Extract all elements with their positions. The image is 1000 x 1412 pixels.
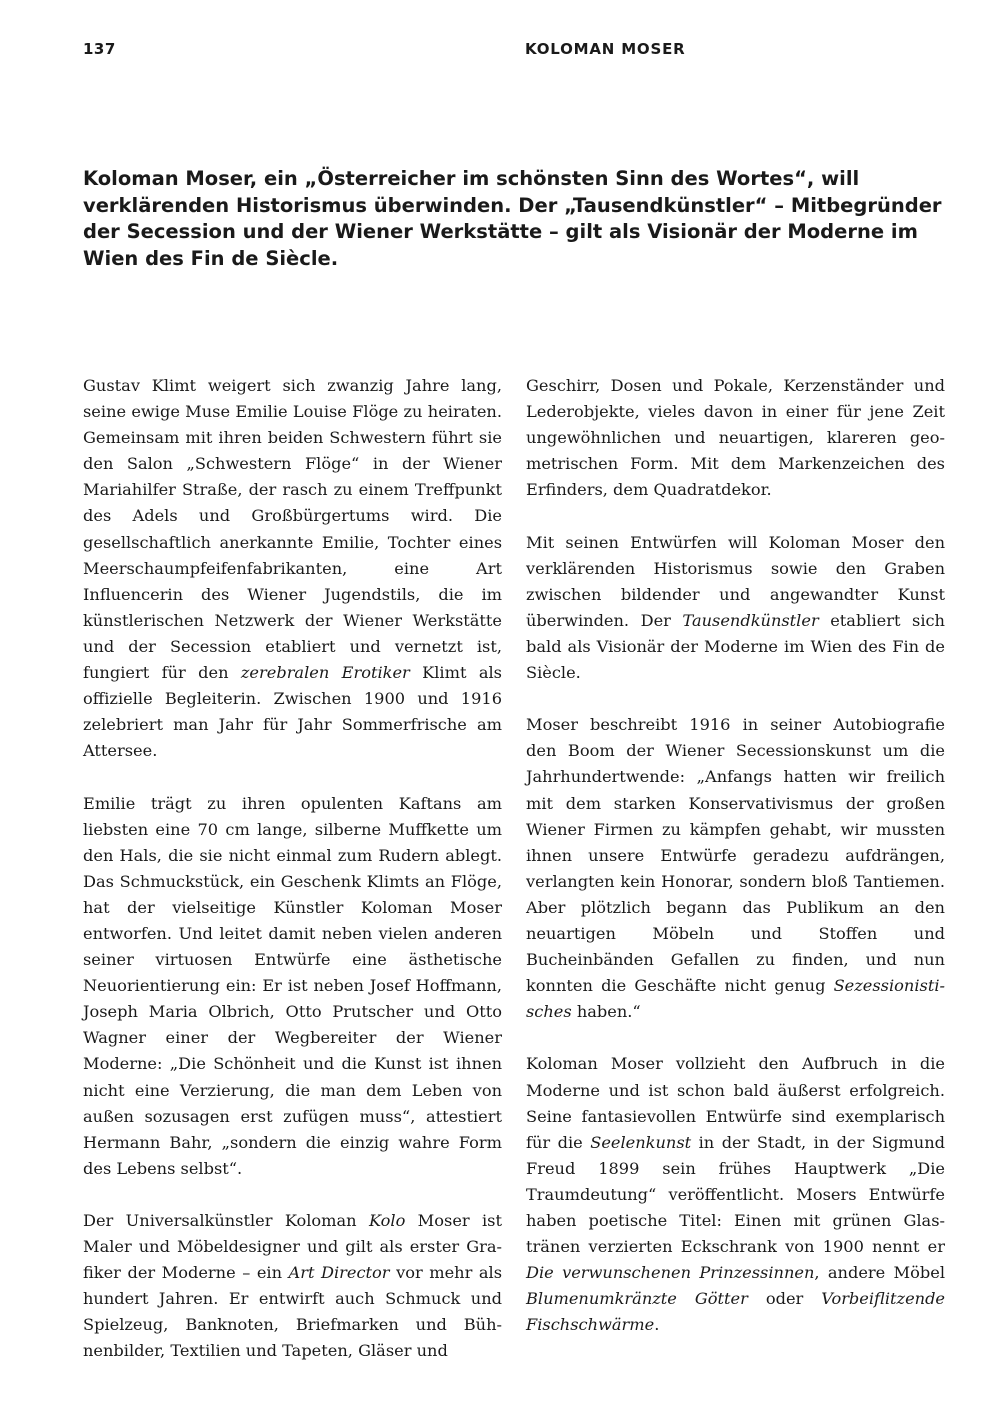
right-paragraph-1: Geschirr, Dosen und Pokale, Kerzenständer und Lederobjekte, vieles davon in einer für jene Zeit ungewöhnlichen und neuartigen, klareren geometrischen Form. Mit dem Markenzeichen des Erfinders, dem Quadratdekor. bbox=[526, 376, 945, 500]
left-paragraph-2: Emilie trägt zu ihren opulenten Kaftans am liebsten eine 70 cm lange, silberne Muffkette um den Hals, die sie nicht einmal zum Rudern ablegt. Das Schmuckstück, ein Geschenk Klimts an Flöge, hat der vielseitige Künstler Koloman Moser entworfen. Und leitet damit neben vielen anderen seiner virtuosen Entwürfe eine ästhetische Neuorientierung ein: Er ist neben Josef Hoffmann, Joseph Maria Olbrich, Otto Prutscher und Otto Wagner einer der Wegbereiter der Wiener Moderne: „Die Schönheit und die Kunst ist ihnen nicht eine Verzierung, die man dem Leben von außen sozusagen erst zufügen muss“, attestiert Hermann Bahr, „sondern die einzig wahre Form des Lebens selbst“. bbox=[83, 793, 502, 1178]
right-paragraph-3 bbox=[526, 712, 945, 1025]
right-column bbox=[526, 373, 945, 1338]
text-run: haben.“ bbox=[571, 1002, 641, 1022]
italic-run: Vorbeiflitzende Fischschwärme bbox=[526, 1289, 946, 1335]
left-column bbox=[83, 373, 502, 1365]
italic-run: Die verwunschenen Prinzessinnen bbox=[526, 1263, 815, 1283]
italic-run: Tausendkünstler bbox=[682, 610, 819, 630]
text-run: in der Stadt, in der Sigmund Freud 1899 sein frühes Hauptwerk „Die Traumdeutung“ veröffentlicht. Mosers Entwürfe haben poetische Titel: Einen mit grünen Glastränen verzierten Eckschrank von 1900 nennt er bbox=[526, 1132, 945, 1257]
italic-run: Seelenkunst bbox=[590, 1132, 692, 1152]
text-run: Mit seinen Entwürfen will Koloman Moser den verklärenden Historismus sowie den Graben zwischen bildender und angewandter Kunst überwinden. Der bbox=[526, 532, 945, 630]
text-run: etabliert sich bald als Visionär der Moderne im Wien des Fin de Siècle. bbox=[526, 610, 945, 683]
running-title: KOLOMAN MOSER bbox=[525, 40, 686, 58]
italic-run: Sezessionistisches bbox=[526, 976, 945, 1022]
italic-run: Blumenumkränzte Götter bbox=[526, 1289, 748, 1309]
page-number: 137 bbox=[83, 40, 116, 58]
left-paragraph-1 bbox=[83, 373, 502, 764]
text-run: Gustav Klimt weigert sich zwanzig Jahre lang, seine ewige Muse Emilie Louise Flöge zu heiraten. Gemeinsam mit ihren beiden Schwestern führt sie den Salon „Schwestern Flöge“ in der Wiener Mariahilfer Straße, der rasch zu einem Treffpunkt des Adels und Großbürgertums wird. Die gesellschaftlich anerkannte Emilie, Tochter eines Meerschaumpfeifenfabrikanten, eine Art Influencerin des Wiener Jugendstils, die im künstlerischen Netzwerk der Wiener Werkstätte und der Secession etabliert und vernetzt ist, fungiert für den bbox=[83, 376, 502, 683]
text-run: Koloman Moser vollzieht den Aufbruch in die Moderne und ist schon bald äußerst erfolgreich. Seine fantasievollen Entwürfe sind exemplarisch für die bbox=[526, 1054, 945, 1152]
text-run: Moser beschreibt 1916 in seiner Autobiografie den Boom der Wiener Secessionskunst um die Jahrhundertwende: „Anfangs hatten wir freilich mit dem starken Konservativismus der großen Wiener Firmen zu kämpfen gehabt, wir mussten ihnen unsere Entwürfe geradezu aufdrängen, verlangten kein Honorar, sondern bloß Tantiemen. Aber plötzlich begann das Publikum an den neuartigen Möbeln und Stoffen und Bucheinbänden Gefallen zu finden, und nun konnten die Geschäfte nicht genug bbox=[526, 715, 945, 996]
text-run: Moser ist Maler und Möbeldesigner und gilt als erster Grafiker der Moderne – ein bbox=[83, 1211, 502, 1283]
italic-run: Kolo bbox=[368, 1211, 406, 1230]
text-run: oder bbox=[747, 1289, 822, 1309]
right-paragraph-2 bbox=[526, 530, 945, 687]
text-run: , andere Möbel bbox=[814, 1263, 945, 1283]
lead-paragraph: Koloman Moser, ein „Österreicher im schönsten Sinn des Wortes“, will verklärenden Historismus überwinden. Der „Tausendkünstler“ – Mitbegründer der Secession und der Wiener Werkstätte – gilt als Visionär der Moderne im Wien des Fin de Siècle. bbox=[83, 167, 942, 270]
text-run: vor mehr als hundert Jahren. Er entwirft auch Schmuck und Spielzeug, Banknoten, Briefmarken und Bühnenbilder, Textilien und Tapeten, Gläser und bbox=[83, 1263, 502, 1361]
text-run: Der Universalkünstler Koloman bbox=[83, 1211, 369, 1230]
left-paragraph-3 bbox=[83, 1208, 502, 1365]
right-paragraph-4 bbox=[526, 1051, 945, 1338]
italic-run: zerebralen Erotiker bbox=[240, 663, 410, 683]
text-run: Klimt als offizielle Begleiterin. Zwischen 1900 und 1916 zelebriert man Jahr für Jahr Sommerfrische am Attersee. bbox=[83, 663, 502, 761]
italic-run: Art Director bbox=[288, 1263, 390, 1283]
text-run: . bbox=[654, 1315, 660, 1335]
